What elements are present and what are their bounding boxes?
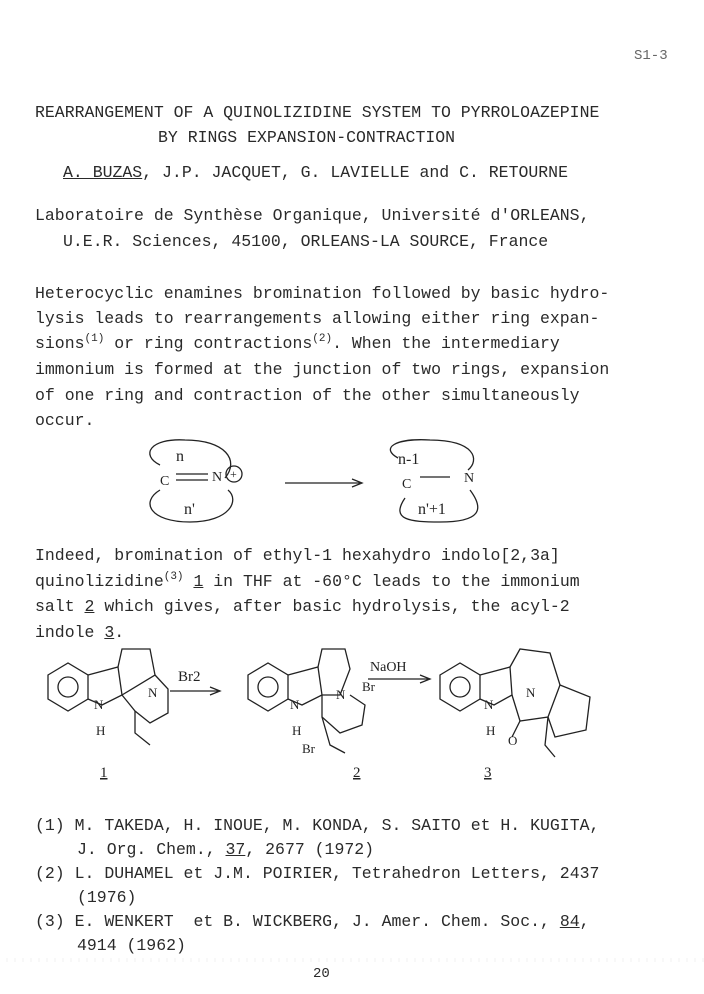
ring-expansion-scheme [0,430,704,530]
ring-label-n-prime: n' [184,501,195,518]
affiliation-line-1: Laboratoire de Synthèse Organique, Université d'ORLEANS, [35,206,590,225]
ring-label-n: n [176,448,184,465]
compound-label-2: 2 [353,765,361,781]
other-authors: , J.P. JACQUET, G. LAVIELLE and C. RETOURNE [142,163,568,182]
atom-n-plus: N [336,687,346,702]
atom-h: H [486,723,496,738]
ring-label-n-1: n-1 [398,451,420,468]
text-line: of one ring and contraction of the other simultaneously [35,386,580,405]
title-line-1: REARRANGEMENT OF A QUINOLIZIDINE SYSTEM TO PYRROLOAZEPINE [35,103,600,122]
citation-1: (1) [84,333,105,345]
reference-3-cont: 4914 (1962) [77,936,186,955]
atom-n: N [464,471,475,486]
affiliation-line-2: U.E.R. Sciences, 45100, ORLEANS-LA SOURCE, France [63,232,549,251]
ring-label-n-prime-plus-1: n'+1 [418,501,446,518]
compound-2-structure [248,649,365,753]
text-line: lysis leads to rearrangements allowing either ring expan- [35,309,600,328]
atom-h: H [96,723,106,738]
atom-n: N [94,697,104,712]
atom-c: C [160,474,170,489]
page-code: S1-3 [634,48,668,64]
atom-n: N [484,697,494,712]
reagent-naoh: NaOH [370,660,407,675]
reference-1-cont: J. Org. Chem., 37, 2677 (1972) [77,840,375,859]
scan-artifact [0,958,704,962]
reagent-br2: Br2 [178,669,201,685]
atom-h: H [292,723,302,738]
atom-c: C [402,477,412,492]
reference-1: (1) M. TAKEDA, H. INOUE, M. KONDA, S. SAITO et H. KUGITA, [35,816,600,835]
authors [63,163,568,183]
atom-n: N [290,697,300,712]
text-line: sions$^{(1)}$ or ring contractions$^{(2)}$. When the intermediary [35,333,560,353]
text-line: quinolizidine$^{(3)}$ 1 in THF at -60°C leads to the immonium [35,571,580,591]
text-line: Heterocyclic enamines bromination followed by basic hydro- [35,284,610,303]
bromide-ion: Br [362,679,375,694]
reference-3-line: (3) E. WENKERT et B. WICKBERG, J. Amer. Chem. Soc., 84, [35,912,590,931]
plus-charge: + [230,467,237,481]
atom-br: Br [302,741,315,756]
atom-o: O [508,733,518,748]
text-line: occur. [35,411,95,430]
atom-n: N [212,470,223,485]
presenting-author: A. BUZAS [63,163,143,182]
text-line: immonium is formed at the junction of two rings, expansion [35,360,610,379]
compound-ref: 3 [104,623,115,642]
citation-2: (2) [312,333,333,345]
reference-2-cont: (1976) [77,888,137,907]
citation-3: (3) [163,571,184,583]
text-line: salt 2 which gives, after basic hydrolysis, the acyl-2 [35,597,570,616]
compound-ref: 2 [84,597,95,616]
reaction-scheme [0,645,704,785]
page-number: 20 [313,966,330,982]
atom-n: N [148,685,158,700]
title-line-2: BY RINGS EXPANSION-CONTRACTION [158,128,456,147]
text-line: indole 3. [35,623,125,642]
reference-2: (2) L. DUHAMEL et J.M. POIRIER, Tetrahedron Letters, 2437 [35,864,600,883]
compound-ref: 1 [193,572,204,591]
compound-label-3: 3 [484,765,492,781]
atom-n: N [526,685,536,700]
text-line: Indeed, bromination of ethyl-1 hexahydro indolo[2,3a] [35,546,560,565]
compound-label-1: 1 [100,765,108,781]
